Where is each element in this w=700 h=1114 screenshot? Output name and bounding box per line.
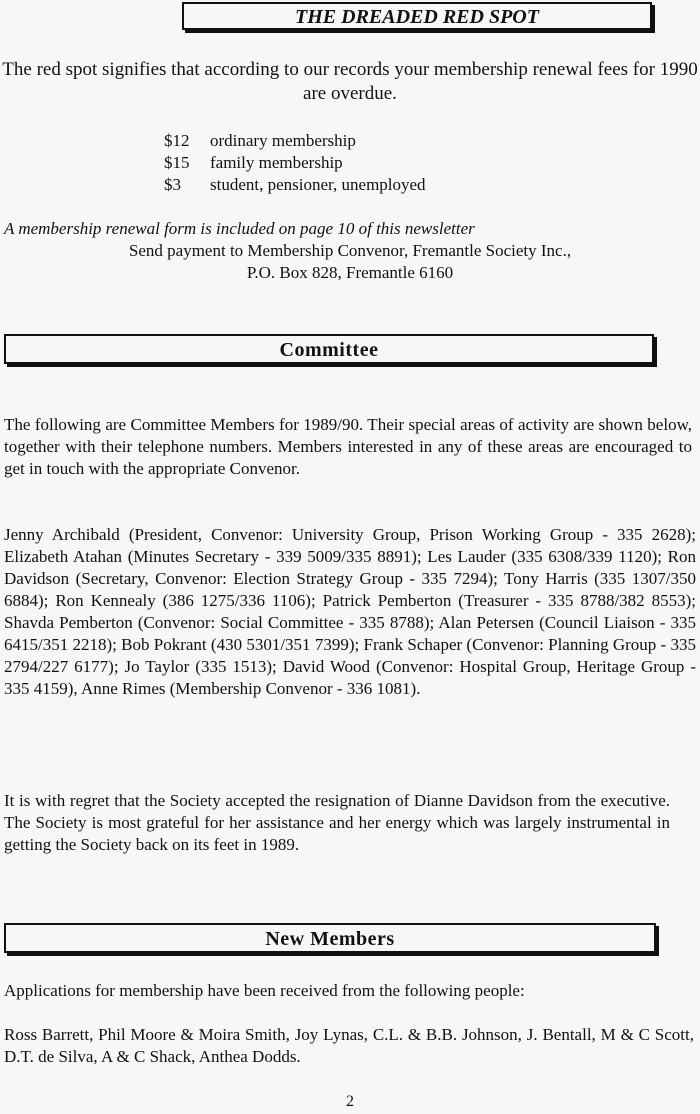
page-number: 2 [346,1093,354,1110]
overdue-notice [0,58,700,106]
committee-heading: Committee [4,334,654,364]
renewal-form-note: A membership renewal form is included on page 10 of this newsletter [4,219,475,238]
fee-row [164,130,584,152]
resignation-paragraph: It is with regret that the Society accepted the resignation of Dianne Davidson from the executive. The Society is most grateful for her assistance and her energy which was largely instrumental in getting the Society back on its feet in 1989. [4,791,670,854]
new-members-intro: Applications for membership have been received from the following people: [4,981,525,1000]
new-members-heading: New Members [4,923,656,953]
fee-amount: $12 [164,131,190,150]
fee-label: student, pensioner, unemployed [210,175,426,194]
fee-row [164,174,584,196]
overdue-notice-text: The red spot signifies that according to our records your membership renewal fees for 1990 are overdue. [2,59,698,104]
payment-line-2: P.O. Box 828, Fremantle 6160 [246,263,454,282]
new-members-names: Ross Barrett, Phil Moore & Moira Smith, Joy Lynas, C.L. & B.B. Johnson, J. Bentall, M & C Scott, D.T. de Silva, A & C Shack, Anthea Dodds. [4,1025,694,1066]
fee-amount: $15 [164,153,190,172]
payment-line-1: Send payment to Membership Convenor, Fremantle Society Inc., [128,241,572,260]
fee-list [164,130,584,196]
fee-label: ordinary membership [210,131,356,150]
fee-row [164,152,584,174]
red-spot-heading: THE DREADED RED SPOT [182,2,652,30]
fee-amount: $3 [164,175,181,194]
committee-members: Jenny Archibald (President, Convenor: University Group, Prison Working Group - 335 2628); Elizabeth Atahan (Minutes Secretary - 339 5009/335 8891); Les Lauder (335 6308/339 1120); Ron Davidson (Secretary, Convenor: Election Strategy Group - 335 7294); Tony Harris (335 1307/350 6884); Ron Kennealy (386 1275/336 1106); Patrick Pemberton (Treasurer - 335 8788/382 8553); Shavda Pemberton (Convenor: Social Committee - 335 8788); Alan Petersen (Council Liaison - 335 6415/351 2218); Bob Pokrant (430 5301/351 7399); Frank Schaper (Convenor: Planning Group - 335 2794/227 6177); Jo Taylor (335 1513); David Wood (Convenor: Hospital Group, Heritage Group - 335 4159), Anne Rimes (Membership Convenor - 336 1081). [4,525,696,698]
fee-label: family membership [210,153,343,172]
committee-intro: The following are Committee Members for 1989/90. Their special areas of activity are shown below, together with their telephone numbers. Members interested in any of these areas are encouraged to get in touch with the appropriate Convenor. [4,415,692,478]
payment-address [0,240,700,284]
